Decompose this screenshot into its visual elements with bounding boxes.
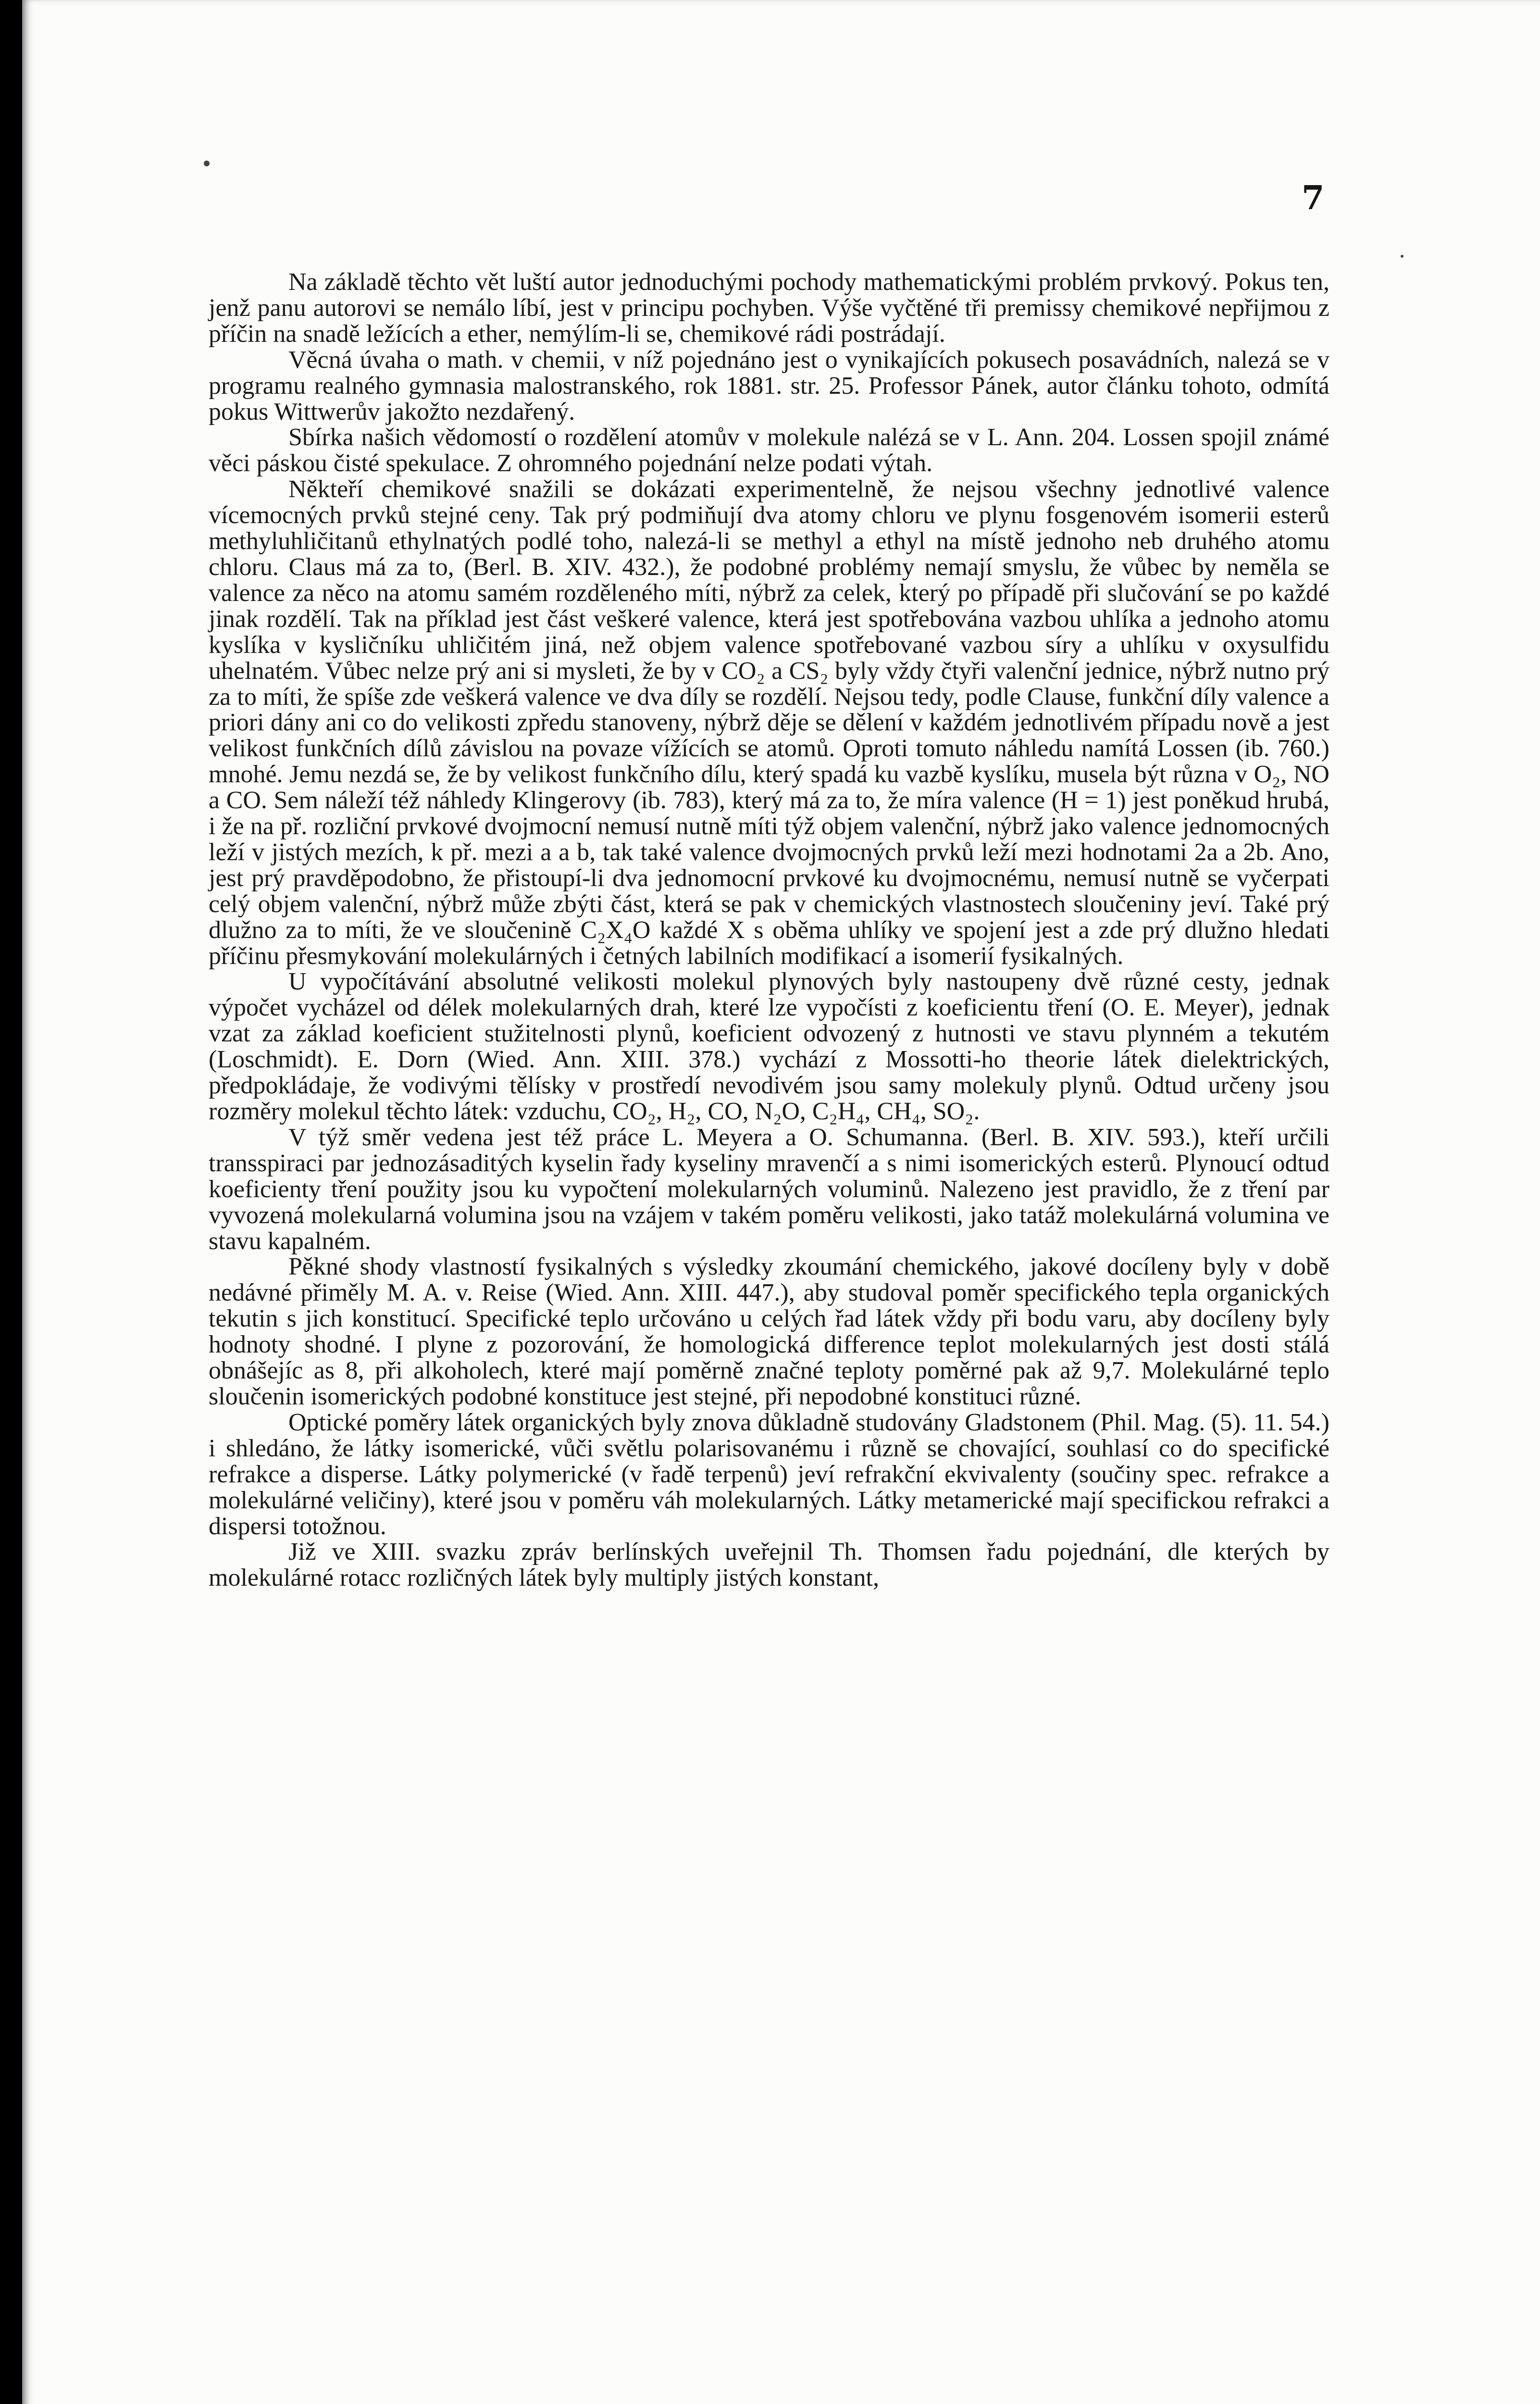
paragraph: Již ve XIII. svazku zpráv berlínských uveřejnil Th. Thomsen řadu pojednání, dle kterých by molekulárné rotacc rozličných látek byly multiply jistých konstant, [209, 1538, 1329, 1592]
page-number: 7 [1302, 179, 1325, 217]
scan-speck [1401, 255, 1403, 258]
paragraph: Věcná úvaha o math. v chemii, v níž pojednáno jest o vynikajících pokusech posavádních, nalezá se v programu realného gymnasia malostranského, rok 1881. str. 25. Professor Pánek, autor článku tohoto, odmítá pokus Wittwerův jakožto nezdařený. [209, 346, 1329, 426]
paragraph: V týž směr vedena jest též práce L. Meyera a O. Schumanna. (Berl. B. XIV. 593.), kteří určili transspiraci par jednozásaditých kyselin řady kyseliny mravenčí a s nimi isomerických esterů. Plynoucí odtud koeficienty tření použity jsou ku vypočtení molekularných voluminů. Nalezeno jest pravidlo, že z tření par vyvozená molekularná volumina jsou na vzájem v takém poměru velikosti, jako tatáž molekulárná volumina ve stavu kapalném. [209, 1123, 1329, 1255]
paragraph: Na základě těchto vět luští autor jednoduchými pochody mathematickými problém prvkový. Pokus ten, jenž panu autorovi se nemálo líbí, jest v principu pochyben. Výše vyčtěné tři premissy chemikové nepřijmou z příčin na snadě ležících a ether, nemýlím-li se, chemikové rádi postrádají. [209, 268, 1329, 348]
body-text [209, 269, 1329, 1591]
paragraph: Pěkné shody vlastností fysikalných s výsledky zkoumání chemického, jakové docíleny byly v době nedávné přiměly M. A. v. Reise (Wied. Ann. XIII. 447.), aby studoval poměr specifického tepla organických tekutin s jich konstitucí. Specifické teplo určováno u celých řad látek vždy při bodu varu, aby docíleny byly hodnoty shodné. I plyne z pozorování, že homologická difference teplot molekularných jest dosti stálá obnášejíc as 8, při alkoholech, které mají poměrně značné teploty poměrné pak až 9,7. Molekulárné teplo sloučenin isomerických podobné konstituce jest stejné, při nepodobné konstituci různé. [209, 1253, 1329, 1410]
paragraph: Sbírka našich vědomostí o rozdělení atomův v molekule nalézá se v L. Ann. 204. Lossen spojil známé věci páskou čisté spekulace. Z ohromného pojednání nelze podati výtah. [209, 424, 1329, 477]
document-page [22, 0, 1540, 2404]
paragraph: Někteří chemikové snažili se dokázati experimentelně, že nejsou všechny jednotlivé valence vícemocných prvků stejné ceny. Tak prý podmiňují dva atomy chloru ve plynu fosgenovém isomerii esterů methyluhličitanů ethylnatých podlé toho, nalezá-li se methyl a ethyl na místě jednoho neb druhého atomu chloru. Claus má za to, (Berl. B. XIV. 432.), že podobné problémy nemají smyslu, že vůbec by neměla se valence za něco na atomu samém rozděleného míti, nýbrž za celek, který po případě při slučování se po každé jinak rozdělí. Tak na příklad jest část veškeré valence, která jest spotřebována vazbou uhlíka a jednoho atomu kyslíka v kysličníku uhličitém jiná, než objem valence spotřebované vazbou síry a uhlíku v oxysulfidu uhelnatém. Vůbec nelze prý ani si mysleti, že by v CO₂ a CS₂ byly vždy čtyři valenční jednice, nýbrž nutno prý za to míti, že spíše zde veškerá valence ve dva díly se rozdělí. Nejsou tedy, podle Clause, funkční díly valence a priori dány ani co do velikosti zpředu stanoveny, nýbrž děje se dělení v každém jednotlivém případu nově a jest velikost funkčních dílů závislou na povaze vížících se atomů. Oproti tomuto náhledu namítá Lossen (ib. 760.) mnohé. Jemu nezdá se, že by velikost funkčního dílu, který spadá ku vazbě kyslíku, musela být různa v O₂, NO a CO. Sem náleží též náhledy Klingerovy (ib. 783), který má za to, že míra valence (H = 1) jest poněkud hrubá, i že na př. rozliční prvkové dvojmocní nemusí nutně míti týž objem valenční, nýbrž jako valence jednomocných leží v jistých mezích, k př. mezi a a b, tak také valence dvojmocných prvků leží mezi hodnotami 2a a 2b. Ano, jest prý pravděpodobno, že přistoupí-li dva jednomocní prvkové ku dvojmocnému, nemusí nutně se vyčerpati celý objem valenční, nýbrž může zbýti část, která se pak v chemických vlastnostech sloučeniny jeví. Také prý dlužno za to míti, že ve sloučenině C₂X₄O každé X s oběma uhlíky ve spojení jest a zde prý dlužno hledati příčinu přesmykování molekulárných i četných labilních modifikací a isomerií fysikalných. [209, 476, 1329, 970]
scan-speck [204, 161, 210, 166]
paragraph: U vypočítávání absolutné velikosti molekul plynových byly nastoupeny dvě různé cesty, jednak výpočet vycházel od délek molekularných drah, které lze vypočísti z koeficientu tření (O. E. Meyer), jednak vzat za základ koeficient stužitelnosti plynů, koeficient odvozený z hutnosti ve stavu plynném a tekutém (Loschmidt). E. Dorn (Wied. Ann. XIII. 378.) vychází z Mossotti-ho theorie látek dielektrických, předpokládaje, že vodivými tělísky v prostředí nevodivém jsou samy molekuly plynů. Odtud určeny jsou rozměry molekul těchto látek: vzduchu, CO₂, H₂, CO, N₂O, C₂H₄, CH₄, SO₂. [209, 968, 1329, 1125]
paragraph: Optické poměry látek organických byly znova důkladně studovány Gladstonem (Phil. Mag. (5). 11. 54.) i shledáno, že látky isomerické, vůči světlu polarisovanému i různě se chovající, souhlasí co do specifické refrakce a disperse. Látky polymerické (v řadě terpenů) jeví refrakční ekvivalenty (součiny spec. refrakce a molekulárné veličiny), které jsou v poměru váh molekularných. Látky metamerické mají specifickou refrakci a dispersi totožnou. [209, 1408, 1329, 1540]
